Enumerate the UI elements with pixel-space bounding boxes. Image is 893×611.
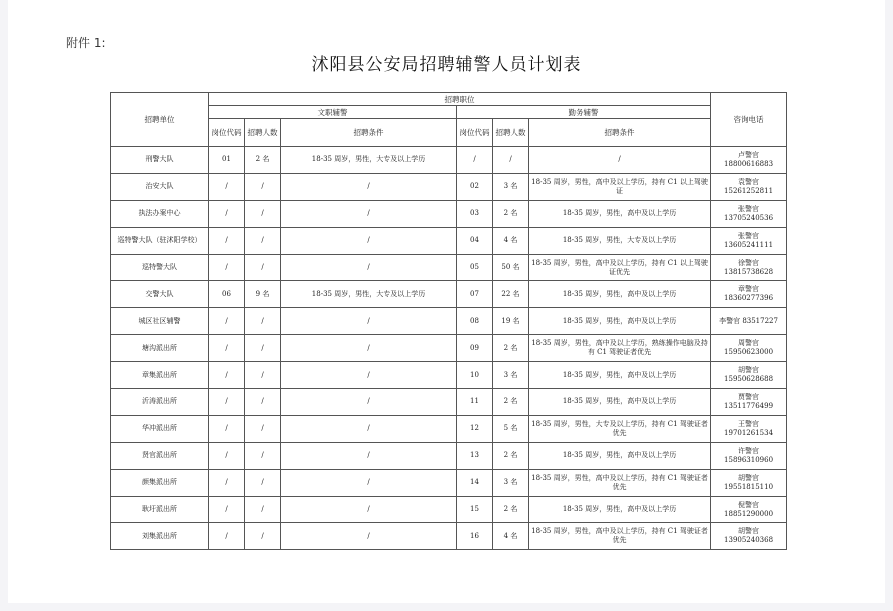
clerical-code-cell: /	[209, 469, 245, 496]
phone-cell	[711, 415, 787, 442]
contact-number: 15896310960	[724, 455, 774, 464]
clerical-code-cell: /	[209, 308, 245, 335]
service-count-cell: 2 名	[493, 442, 529, 469]
recruitment-plan-table	[110, 92, 787, 550]
service-cond-cell: 18-35 周岁，男性，高中及以上学历，持有 C1 驾驶证者优先	[529, 469, 711, 496]
unit-cell: 刘集派出所	[111, 523, 209, 550]
phone-cell	[711, 254, 787, 281]
document-page	[8, 0, 885, 603]
clerical-cond-cell: /	[281, 200, 457, 227]
service-code-cell: 14	[457, 469, 493, 496]
table-row	[111, 469, 787, 496]
contact-name: 袁警官	[738, 177, 760, 186]
service-cond-cell: 18-35 周岁，男性，高中及以上学历，持有 C1 以上驾驶证优先	[529, 254, 711, 281]
service-count-cell: 4 名	[493, 523, 529, 550]
clerical-cond-cell: /	[281, 415, 457, 442]
header-clerical-count: 招聘人数	[245, 119, 281, 147]
service-count-cell: 2 名	[493, 335, 529, 362]
clerical-cond-cell: /	[281, 335, 457, 362]
clerical-count-cell: 9 名	[245, 281, 281, 308]
service-code-cell: 11	[457, 389, 493, 416]
service-cond-cell: 18-35 周岁，男性，高中及以上学历	[529, 281, 711, 308]
header-service-count: 招聘人数	[493, 119, 529, 147]
table-row	[111, 335, 787, 362]
header-clerical-code: 岗位代码	[209, 119, 245, 147]
contact-number: 19551815110	[724, 482, 774, 491]
header-service-code: 岗位代码	[457, 119, 493, 147]
clerical-code-cell: /	[209, 335, 245, 362]
clerical-cond-cell: 18-35 周岁，男性，大专及以上学历	[281, 281, 457, 308]
contact-number: 15950623000	[724, 348, 774, 357]
table-row	[111, 389, 787, 416]
service-cond-cell: 18-35 周岁，男性，高中及以上学历，熟练操作电脑及持有 C1 驾驶证者优先	[529, 335, 711, 362]
clerical-count-cell: /	[245, 173, 281, 200]
header-service-cond: 招聘条件	[529, 119, 711, 147]
service-cond-cell: 18-35 周岁，男性，高中及以上学历	[529, 200, 711, 227]
clerical-cond-cell: /	[281, 523, 457, 550]
table-row	[111, 496, 787, 523]
clerical-cond-cell: /	[281, 254, 457, 281]
table-body	[111, 147, 787, 550]
clerical-cond-cell: /	[281, 173, 457, 200]
service-code-cell: 02	[457, 173, 493, 200]
service-code-cell: 12	[457, 415, 493, 442]
contact-number: 13605241111	[724, 240, 774, 249]
clerical-code-cell: /	[209, 496, 245, 523]
clerical-code-cell: /	[209, 362, 245, 389]
service-code-cell: 03	[457, 200, 493, 227]
service-code-cell: 15	[457, 496, 493, 523]
contact-number: 19701261534	[724, 428, 774, 437]
phone-cell	[711, 469, 787, 496]
service-code-cell: 09	[457, 335, 493, 362]
unit-cell: 颜集派出所	[111, 469, 209, 496]
clerical-count-cell: /	[245, 415, 281, 442]
contact-number: 13815738628	[724, 267, 774, 276]
contact-name: 徐警官	[738, 258, 760, 267]
contact-number: 13511776499	[724, 401, 774, 410]
contact-name: 胡警官	[738, 527, 760, 536]
clerical-code-cell: 06	[209, 281, 245, 308]
table-row	[111, 200, 787, 227]
contact-number: 13905240368	[724, 536, 774, 545]
contact-name: 周警官	[738, 339, 760, 348]
service-code-cell: 16	[457, 523, 493, 550]
service-count-cell: 19 名	[493, 308, 529, 335]
unit-cell: 塘沟派出所	[111, 335, 209, 362]
service-count-cell: 2 名	[493, 389, 529, 416]
clerical-count-cell: /	[245, 496, 281, 523]
clerical-count-cell: /	[245, 362, 281, 389]
table-row	[111, 362, 787, 389]
unit-cell: 治安大队	[111, 173, 209, 200]
clerical-cond-cell: /	[281, 227, 457, 254]
header-service: 勤务辅警	[457, 106, 711, 119]
clerical-count-cell: /	[245, 335, 281, 362]
service-count-cell: 5 名	[493, 415, 529, 442]
clerical-count-cell: /	[245, 389, 281, 416]
clerical-cond-cell: /	[281, 496, 457, 523]
clerical-count-cell: /	[245, 254, 281, 281]
service-count-cell: /	[493, 147, 529, 174]
service-count-cell: 3 名	[493, 469, 529, 496]
contact-name: 许警官	[738, 446, 760, 455]
phone-cell	[711, 362, 787, 389]
phone-cell	[711, 496, 787, 523]
service-cond-cell: 18-35 周岁，男性，高中及以上学历	[529, 496, 711, 523]
service-code-cell: 05	[457, 254, 493, 281]
service-cond-cell: 18-35 周岁，男性，大专及以上学历	[529, 227, 711, 254]
clerical-count-cell: /	[245, 308, 281, 335]
phone-cell	[711, 200, 787, 227]
contact-name: 倪警官	[738, 500, 760, 509]
service-count-cell: 3 名	[493, 173, 529, 200]
phone-cell	[711, 335, 787, 362]
clerical-cond-cell: /	[281, 362, 457, 389]
table-row	[111, 254, 787, 281]
table-row	[111, 523, 787, 550]
clerical-count-cell: /	[245, 200, 281, 227]
unit-cell: 耿圩派出所	[111, 496, 209, 523]
table-row	[111, 227, 787, 254]
clerical-code-cell: /	[209, 200, 245, 227]
unit-cell: 巡特警大队（驻沭阳学校）	[111, 227, 209, 254]
clerical-code-cell: /	[209, 415, 245, 442]
table-row	[111, 147, 787, 174]
service-code-cell: 08	[457, 308, 493, 335]
clerical-code-cell: /	[209, 173, 245, 200]
service-cond-cell: 18-35 周岁，男性，高中及以上学历	[529, 308, 711, 335]
clerical-cond-cell: 18-35 周岁，男性，大专及以上学历	[281, 147, 457, 174]
table-row	[111, 173, 787, 200]
table-row	[111, 442, 787, 469]
service-count-cell: 2 名	[493, 200, 529, 227]
service-count-cell: 22 名	[493, 281, 529, 308]
clerical-count-cell: /	[245, 442, 281, 469]
unit-cell: 华冲派出所	[111, 415, 209, 442]
table-row	[111, 415, 787, 442]
contact-number: 18800616883	[724, 159, 774, 168]
unit-cell: 沂涛派出所	[111, 389, 209, 416]
document-title: 沭阳县公安局招聘辅警人员计划表	[311, 55, 582, 75]
contact-number: 15261252811	[724, 186, 774, 195]
contact-number: 15950628688	[724, 375, 774, 384]
phone-cell	[711, 442, 787, 469]
header-phone: 咨询电话	[711, 93, 787, 147]
contact-name: 李警官 83517227	[719, 316, 778, 325]
phone-cell	[711, 523, 787, 550]
phone-cell	[711, 227, 787, 254]
service-cond-cell: 18-35 周岁，男性，大专及以上学历，持有 C1 驾驶证者优先	[529, 415, 711, 442]
service-count-cell: 2 名	[493, 496, 529, 523]
service-cond-cell: 18-35 周岁，男性，高中及以上学历，持有 C1 驾驶证者优先	[529, 523, 711, 550]
unit-cell: 刑警大队	[111, 147, 209, 174]
unit-cell: 贤官派出所	[111, 442, 209, 469]
service-cond-cell: /	[529, 147, 711, 174]
phone-cell	[711, 389, 787, 416]
clerical-code-cell: /	[209, 389, 245, 416]
unit-cell: 章集派出所	[111, 362, 209, 389]
contact-name: 张警官	[738, 204, 760, 213]
clerical-cond-cell: /	[281, 389, 457, 416]
contact-number: 18851290000	[724, 509, 774, 518]
service-code-cell: /	[457, 147, 493, 174]
phone-cell	[711, 173, 787, 200]
clerical-code-cell: /	[209, 523, 245, 550]
clerical-code-cell: /	[209, 442, 245, 469]
table-row	[111, 281, 787, 308]
contact-name: 胡警官	[738, 366, 760, 375]
service-count-cell: 3 名	[493, 362, 529, 389]
phone-cell	[711, 308, 787, 335]
service-count-cell: 4 名	[493, 227, 529, 254]
clerical-cond-cell: /	[281, 308, 457, 335]
service-cond-cell: 18-35 周岁，男性，高中及以上学历	[529, 442, 711, 469]
clerical-cond-cell: /	[281, 469, 457, 496]
contact-number: 13705240536	[724, 213, 774, 222]
service-cond-cell: 18-35 周岁，男性，高中及以上学历，持有 C1 以上驾驶证	[529, 173, 711, 200]
contact-name: 胡警官	[738, 473, 760, 482]
clerical-count-cell: /	[245, 469, 281, 496]
contact-name: 贾警官	[738, 392, 760, 401]
service-code-cell: 10	[457, 362, 493, 389]
phone-cell	[711, 281, 787, 308]
service-count-cell: 50 名	[493, 254, 529, 281]
service-code-cell: 07	[457, 281, 493, 308]
attachment-label: 附件 1:	[66, 36, 106, 50]
service-code-cell: 13	[457, 442, 493, 469]
phone-cell	[711, 147, 787, 174]
table-row	[111, 308, 787, 335]
contact-name: 卢警官	[738, 150, 760, 159]
clerical-count-cell: 2 名	[245, 147, 281, 174]
header-unit: 招聘单位	[111, 93, 209, 147]
clerical-code-cell: /	[209, 227, 245, 254]
clerical-count-cell: /	[245, 523, 281, 550]
clerical-code-cell: /	[209, 254, 245, 281]
clerical-code-cell: 01	[209, 147, 245, 174]
contact-name: 王警官	[738, 419, 760, 428]
header-positions: 招聘职位	[209, 93, 711, 106]
contact-number: 18360277396	[724, 294, 774, 303]
contact-name: 章警官	[738, 285, 760, 294]
clerical-cond-cell: /	[281, 442, 457, 469]
contact-name: 张警官	[738, 231, 760, 240]
service-code-cell: 04	[457, 227, 493, 254]
unit-cell: 巡特警大队	[111, 254, 209, 281]
service-cond-cell: 18-35 周岁，男性，高中及以上学历	[529, 389, 711, 416]
unit-cell: 交警大队	[111, 281, 209, 308]
unit-cell: 执法办案中心	[111, 200, 209, 227]
unit-cell: 城区社区辅警	[111, 308, 209, 335]
service-cond-cell: 18-35 周岁，男性，高中及以上学历	[529, 362, 711, 389]
header-clerical: 文职辅警	[209, 106, 457, 119]
header-clerical-cond: 招聘条件	[281, 119, 457, 147]
clerical-count-cell: /	[245, 227, 281, 254]
